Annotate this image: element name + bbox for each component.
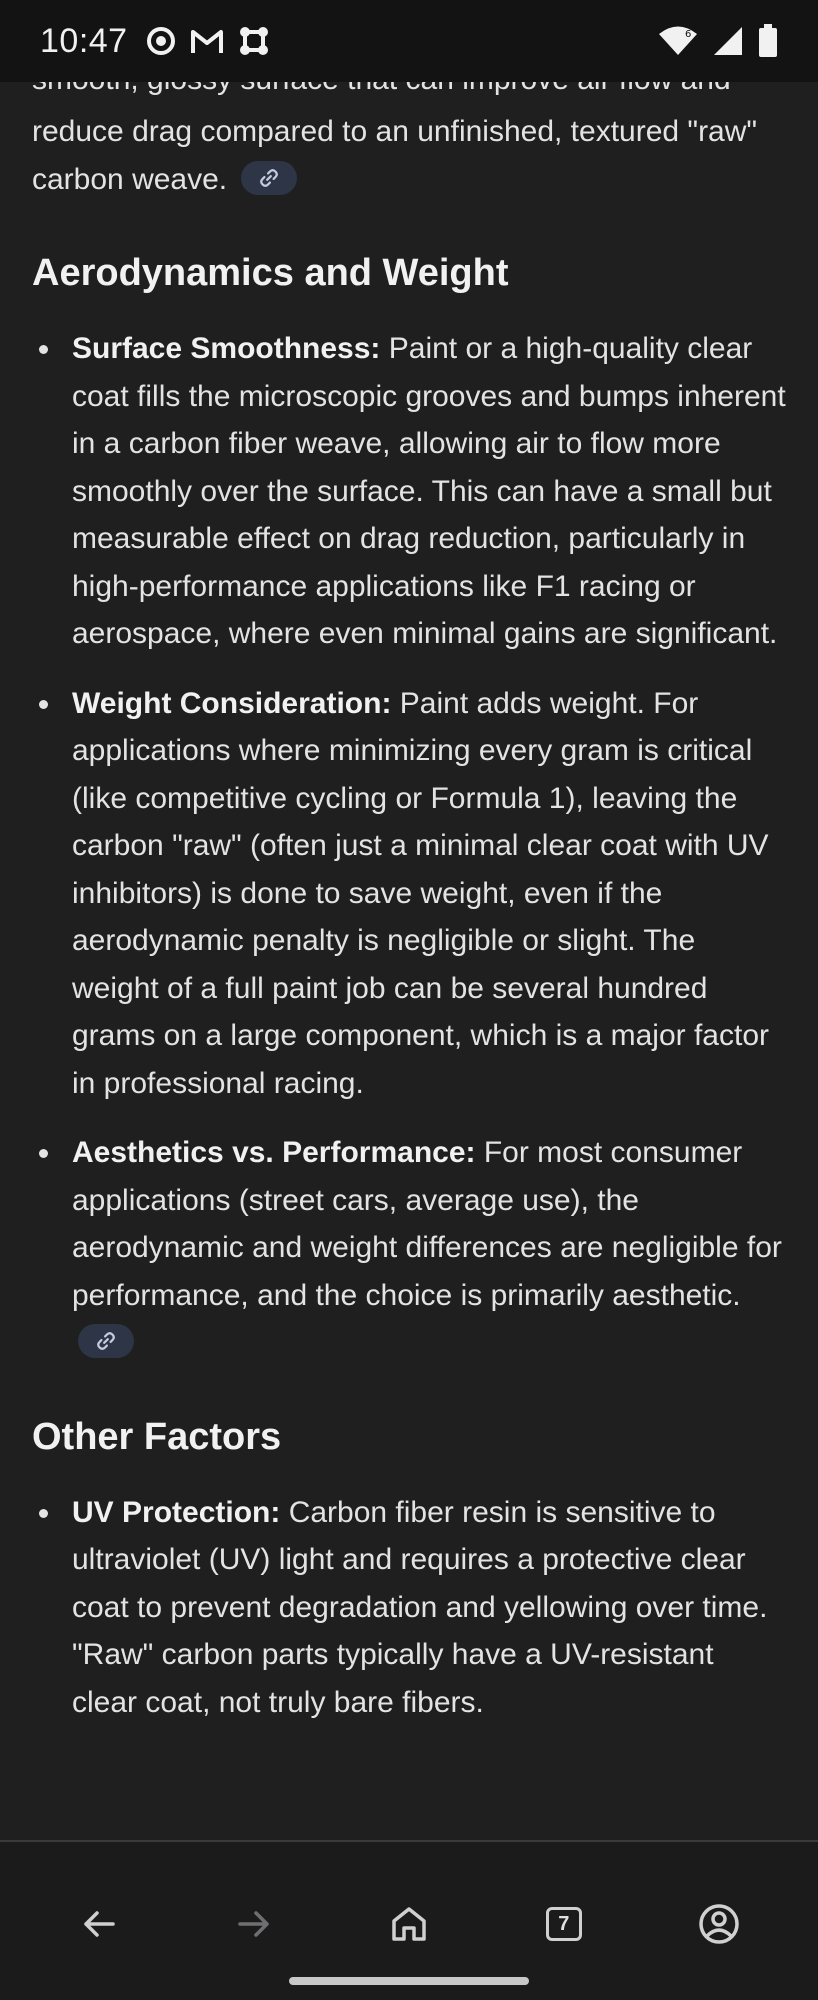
battery-icon <box>758 24 778 58</box>
arrow-left-icon <box>79 1904 119 1944</box>
list-item <box>32 325 786 658</box>
list-item-text: Paint or a high-quality clear coat fills the microscopic grooves and bumps inherent in a carbon fiber weave, allowing air to flow more smoothly over the surface. This can have a small but measurable effect on drag reduction, particularly in high-performance applications like F1 racing or aerospace, where even minimal gains are significant. <box>72 332 786 650</box>
section-heading-other-factors: Other Factors <box>32 1415 282 1458</box>
link-icon <box>95 1330 117 1352</box>
gesture-navigation-bar[interactable] <box>289 1977 529 1985</box>
article-content <box>0 82 818 1840</box>
home-icon <box>388 1903 430 1945</box>
list-item <box>32 680 786 1108</box>
forward-button[interactable] <box>214 1894 294 1954</box>
arrow-right-icon <box>234 1904 274 1944</box>
signal-icon <box>712 25 744 57</box>
account-button[interactable] <box>679 1894 759 1954</box>
list-item <box>32 1129 786 1367</box>
app-grid-icon <box>238 25 270 57</box>
record-icon <box>146 26 176 56</box>
section-heading-aerodynamics: Aerodynamics and Weight <box>32 252 509 294</box>
intro-paragraph <box>32 108 786 203</box>
wifi-icon <box>658 25 698 57</box>
other-factors-list <box>32 1489 786 1727</box>
svg-text:6: 6 <box>685 29 692 40</box>
aerodynamics-list <box>32 325 786 1367</box>
notification-icons <box>146 25 270 57</box>
system-icons <box>658 24 778 58</box>
list-item-term: Weight Consideration: <box>72 686 392 720</box>
source-link-chip[interactable] <box>241 161 297 195</box>
list-item <box>32 1489 786 1727</box>
gmail-icon <box>190 27 224 55</box>
back-button[interactable] <box>59 1894 139 1954</box>
home-button[interactable] <box>369 1894 449 1954</box>
intro-text: reduce drag compared to an unfinished, textured "raw" carbon weave. <box>32 115 758 196</box>
source-link-chip[interactable] <box>78 1324 134 1358</box>
list-item-text: Paint adds weight. For applications where minimizing every gram is critical (like competitive cycling or Formula 1), leaving the carbon "raw" (often just a minimal clear coat with UV inhibitors) is done to save weight, even if the aerodynamic penalty is negligible or slight. The weight of a full paint job can be several hundred grams on a large component, which is a major factor in professional racing. <box>72 686 769 1100</box>
list-item-text: Carbon fiber resin is sensitive to ultraviolet (UV) light and requires a protective clear coat to prevent degradation and yellowing over time. "Raw" carbon parts typically have a UV-resistant clear coat, not truly bare fibers. <box>72 1495 768 1719</box>
account-circle-icon <box>697 1902 741 1946</box>
status-bar <box>0 0 818 82</box>
list-item-term: Aesthetics vs. Performance: <box>72 1136 476 1169</box>
list-item-text: For most consumer applications (street cars, average use), the aerodynamic and weight differences are negligible for performance, and the choice is primarily aesthetic. <box>72 1136 782 1312</box>
list-item-term: UV Protection: <box>72 1495 281 1529</box>
list-item-term: Surface Smoothness: <box>72 332 381 365</box>
link-icon <box>258 167 280 189</box>
browser-bottom-toolbar <box>0 1840 818 2000</box>
clock: 10:47 <box>40 21 128 60</box>
tab-count: 7 <box>546 1907 582 1941</box>
tab-switcher-button[interactable] <box>524 1894 604 1954</box>
